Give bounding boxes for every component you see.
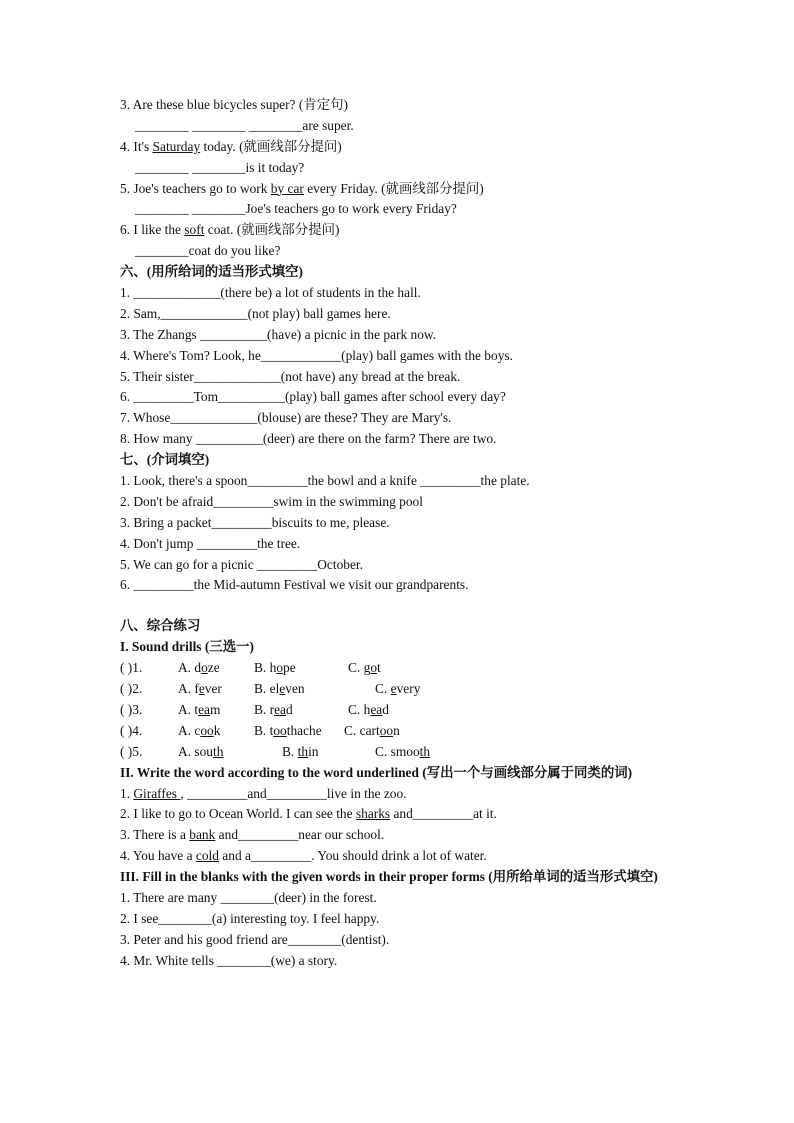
question-7-6: 6. _________the Mid-autumn Festival we visit our grandparents. [120,577,469,593]
option-text: A. sou [178,743,213,759]
underlined-word: cold [195,848,219,864]
option-text: B. el [254,681,280,697]
question-7-1: 1. Look, there's a spoon_________the bowl and a knife _________the plate. [120,473,530,489]
underlined-letters: th [419,743,431,759]
question-text: 5. Joe's teachers go to work [120,180,271,196]
option-text: thache [286,722,322,738]
option-text: t [377,660,381,676]
question-text: 4. It's [120,138,153,154]
question-7-4: 4. Don't jump _________the tree. [120,535,301,551]
underlined-word: bank [189,827,216,843]
question-6-5: 5. Their sister_____________(not have) any bread at the break. [120,368,461,384]
underlined-word: soft [184,222,205,238]
answer-line-5-3: ________ ________ ________are super. [135,117,354,133]
underlined-word: Saturday [152,138,201,154]
underlined-letters: ea [370,701,383,717]
option-a [178,658,220,679]
underlined-word: Giraffes [133,785,181,801]
question-text: , _________and_________live in the zoo. [180,785,407,801]
option-text: d [285,701,293,717]
answer-bracket-number: ( )4. [120,722,143,738]
option-text: B. [282,743,298,759]
option-b [254,658,296,679]
question-8-2-3 [120,825,680,846]
option-text: B. h [254,660,277,676]
option-text: C. smoo [375,743,420,759]
sound-drill-row [120,742,680,763]
question-5-4 [120,137,680,158]
option-text: pe [283,660,296,676]
option-a [178,679,222,700]
option-text: B. t [254,722,274,738]
worksheet-page [120,95,680,972]
part-1-heading: I. Sound drills (三选一) [120,639,254,655]
answer-line-5-5: ________ ________Joe's teachers go to work every Friday? [135,201,457,217]
question-7-3: 3. Bring a packet_________biscuits to me, please. [120,514,390,530]
underlined-letters: ea [198,701,210,717]
option-c [348,658,381,679]
question-8-3-3: 3. Peter and his good friend are________(dentist). [120,931,390,947]
answer-bracket-number: ( )3. [120,701,143,717]
option-text: n [393,722,400,738]
underlined-letters: oo [273,722,287,738]
option-text: C. g [348,660,371,676]
underlined-word: by car [270,180,304,196]
option-b [254,700,293,721]
question-text: and a_________. You should drink a lot of water. [218,848,487,864]
option-b [282,742,318,763]
option-b [254,721,322,742]
question-6-2: 2. Sam,_____________(not play) ball games here. [120,305,391,321]
question-text: and_________near our school. [215,827,385,843]
option-text: A. c [178,722,201,738]
question-6-8: 8. How many __________(deer) are there on the farm? There are two. [120,431,497,447]
option-text: d [382,701,389,717]
underlined-word: sharks [355,806,391,822]
underlined-letters: e [279,681,286,697]
question-8-3-4: 4. Mr. White tells ________(we) a story. [120,952,338,968]
underlined-letters: th [297,743,309,759]
sound-drills-list [120,658,680,762]
question-6-4: 4. Where's Tom? Look, he____________(play) ball games with the boys. [120,347,513,363]
section-spacer [120,596,680,616]
question-text: and_________at it. [390,806,497,822]
question-8-3-2: 2. I see________(a) interesting toy. I feel happy. [120,910,380,926]
question-5-5 [120,179,680,200]
question-5-3: 3. Are these blue bicycles super? (肯定句) [120,97,348,112]
option-text: m [209,701,221,717]
sound-drill-row [120,679,680,700]
question-5-6 [120,220,680,241]
question-text: 4. You have a [120,848,196,864]
question-6-7: 7. Whose_____________(blouse) are these? They are Mary's. [120,410,452,426]
section-6-heading: 六、(用所给词的适当形式填空) [120,264,303,280]
option-b [254,679,305,700]
question-7-2: 2. Don't be afraid_________swim in the swimming pool [120,493,423,509]
underlined-letters: oo [200,722,214,738]
part-3-heading: III. Fill in the blanks with the given words in their proper forms (用所给单词的适当形式填空) [120,869,658,885]
question-text: 3. There is a [120,827,190,843]
underlined-letters: o [276,660,284,676]
question-8-3-1: 1. There are many ________(deer) in the forest. [120,889,377,905]
option-text: in [308,743,319,759]
answer-bracket-number: ( )1. [120,660,143,676]
option-text: A. d [178,660,202,676]
option-c [375,742,430,763]
option-text: A. t [178,701,199,717]
answer-bracket-number: ( )2. [120,681,143,697]
question-text: every Friday. (就画线部分提问) [303,180,484,196]
question-8-2-2 [120,804,680,825]
underlined-letters: o [201,660,208,676]
question-6-1: 1. _____________(there be) a lot of students in the hall. [120,285,421,301]
question-text: 1. [120,785,134,801]
underlined-letters: th [212,743,224,759]
option-text: k [213,722,221,738]
option-text: very [396,681,421,697]
option-text: C. [375,681,391,697]
question-text: 2. I like to go to Ocean World. I can see the [120,806,356,822]
underlined-letters: oo [379,722,394,738]
section-8-heading: 八、综合练习 [120,618,201,634]
sound-drill-row [120,658,680,679]
option-text: ze [207,660,220,676]
question-text: 6. I like the [120,222,185,238]
sound-drill-row [120,700,680,721]
section-7-heading: 七、(介词填空) [120,452,210,468]
underlined-letters: e [390,681,397,697]
option-text: ven [285,681,305,697]
underlined-letters: ea [274,701,286,717]
option-a [178,700,220,721]
option-c [344,721,400,742]
option-text: C. h [348,701,371,717]
answer-line-5-4: ________ ________is it today? [135,159,305,175]
underlined-letters: e [198,681,205,697]
answer-line-5-6: ________coat do you like? [135,243,281,259]
option-text: C. cart [344,722,380,738]
option-c [375,679,420,700]
question-6-6: 6. _________Tom__________(play) ball games after school every day? [120,389,506,405]
option-text: B. r [254,701,275,717]
question-6-3: 3. The Zhangs __________(have) a picnic in the park now. [120,326,437,342]
part-2-heading: II. Write the word according to the word underlined (写出一个与画线部分属于同类的词) [120,764,633,780]
option-a [178,742,223,763]
question-text: today. (就画线部分提问) [200,138,342,154]
option-a [178,721,220,742]
underlined-letters: o [370,660,378,676]
answer-bracket-number: ( )5. [120,743,143,759]
sound-drill-row [120,721,680,742]
option-c [348,700,389,721]
question-8-2-1 [120,784,680,805]
question-7-5: 5. We can go for a picnic _________October. [120,556,363,572]
question-8-2-4 [120,846,680,867]
question-text: coat. (就画线部分提问) [204,222,340,238]
option-text: ver [204,681,222,697]
option-text: A. f [178,681,199,697]
